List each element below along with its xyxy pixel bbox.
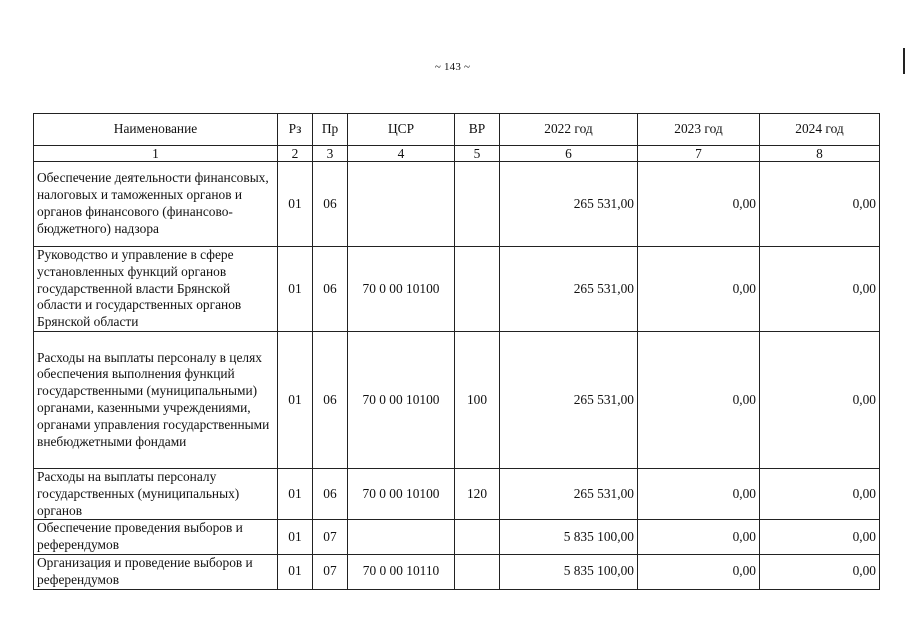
cell-rz: 01: [278, 554, 313, 589]
cell-2022: 265 531,00: [500, 162, 638, 247]
column-number-row: [34, 146, 880, 162]
cell-csr: 70 0 00 10100: [348, 469, 455, 520]
cell-vr: [455, 247, 500, 332]
table-row: [34, 247, 880, 332]
table-row: [34, 332, 880, 469]
column-number: 1: [34, 146, 278, 162]
cell-2024: 0,00: [760, 332, 880, 469]
table-row: [34, 162, 880, 247]
column-number: 8: [760, 146, 880, 162]
column-number: 2: [278, 146, 313, 162]
cell-2024: 0,00: [760, 247, 880, 332]
cell-rz: 01: [278, 469, 313, 520]
header-rz: Рз: [278, 114, 313, 146]
budget-table: [33, 113, 880, 590]
cell-name: Обеспечение проведения выборов и референдумов: [34, 520, 278, 555]
header-2024: 2024 год: [760, 114, 880, 146]
cell-2024: 0,00: [760, 520, 880, 555]
cell-name: Расходы на выплаты персоналу в целях обеспечения выполнения функций государственными (муниципальными) органами, казенными учреждениями, органами управления государственными внебюджетными фондами: [34, 332, 278, 469]
cell-name: Организация и проведение выборов и референдумов: [34, 554, 278, 589]
cell-pr: 07: [313, 554, 348, 589]
column-number: 6: [500, 146, 638, 162]
cell-2022: 5 835 100,00: [500, 520, 638, 555]
cell-pr: 06: [313, 162, 348, 247]
cell-pr: 07: [313, 520, 348, 555]
table-row: [34, 520, 880, 555]
header-2022: 2022 год: [500, 114, 638, 146]
cell-2023: 0,00: [638, 247, 760, 332]
cell-2022: 265 531,00: [500, 469, 638, 520]
cell-vr: [455, 162, 500, 247]
cell-2022: 265 531,00: [500, 332, 638, 469]
cell-vr: [455, 520, 500, 555]
table-row: [34, 554, 880, 589]
cell-2023: 0,00: [638, 332, 760, 469]
cell-pr: 06: [313, 469, 348, 520]
cell-vr: [455, 554, 500, 589]
page-number: ~ 143 ~: [434, 61, 471, 73]
cell-2024: 0,00: [760, 469, 880, 520]
cell-2023: 0,00: [638, 554, 760, 589]
cell-pr: 06: [313, 247, 348, 332]
cell-csr: [348, 162, 455, 247]
cell-csr: [348, 520, 455, 555]
column-number: 7: [638, 146, 760, 162]
cell-vr: 100: [455, 332, 500, 469]
cell-vr: 120: [455, 469, 500, 520]
cell-2022: 265 531,00: [500, 247, 638, 332]
cell-csr: 70 0 00 10100: [348, 332, 455, 469]
header-name: Наименование: [34, 114, 278, 146]
column-number: 4: [348, 146, 455, 162]
cell-pr: 06: [313, 332, 348, 469]
cell-rz: 01: [278, 332, 313, 469]
cell-2023: 0,00: [638, 520, 760, 555]
column-number: 3: [313, 146, 348, 162]
table-row: [34, 469, 880, 520]
column-number: 5: [455, 146, 500, 162]
cell-csr: 70 0 00 10110: [348, 554, 455, 589]
cell-rz: 01: [278, 162, 313, 247]
cell-2022: 5 835 100,00: [500, 554, 638, 589]
header-pr: Пр: [313, 114, 348, 146]
header-2023: 2023 год: [638, 114, 760, 146]
header-row: [34, 114, 880, 146]
cell-rz: 01: [278, 247, 313, 332]
cell-2023: 0,00: [638, 469, 760, 520]
cell-name: Руководство и управление в сфере установленных функций органов государственной власти Брянской области и государственных органов Брянской области: [34, 247, 278, 332]
cell-csr: 70 0 00 10100: [348, 247, 455, 332]
cell-2024: 0,00: [760, 162, 880, 247]
cell-rz: 01: [278, 520, 313, 555]
cell-name: Расходы на выплаты персоналу государственных (муниципальных) органов: [34, 469, 278, 520]
header-csr: ЦСР: [348, 114, 455, 146]
cell-2024: 0,00: [760, 554, 880, 589]
cell-2023: 0,00: [638, 162, 760, 247]
cell-name: Обеспечение деятельности финансовых, налоговых и таможенных органов и органов финансового (финансово-бюджетного) надзора: [34, 162, 278, 247]
header-vr: ВР: [455, 114, 500, 146]
